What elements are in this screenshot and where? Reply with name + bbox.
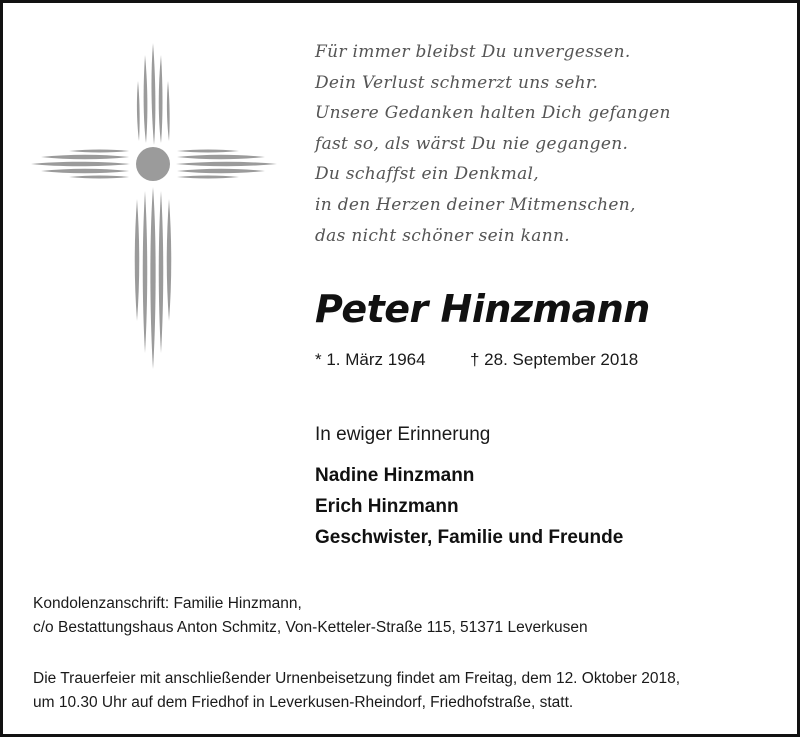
ceremony-line: um 10.30 Uhr auf dem Friedhof in Leverkusen-Rheindorf, Friedhofstraße, statt. [33,694,574,711]
poem-line: Du schaffst ein Denkmal, [315,164,539,185]
memorial-poem [315,37,785,251]
poem-line: Für immer bleibst Du unvergessen. [315,42,631,62]
ceremony-line: Die Trauerfeier mit anschließender Urnenbeisetzung findet am Freitag, dem 12. Oktober 2018, [33,670,681,687]
condolence-address [33,592,588,640]
address-line: Kondolenzanschrift: Familie Hinzmann, [33,595,302,612]
birth-date: * 1. März 1964 [315,350,426,369]
mourner-name: Geschwister, Familie und Freunde [315,527,624,548]
deceased-name: Peter Hinzmann [315,287,650,331]
cross-icon [29,41,279,371]
life-dates [315,350,639,370]
poem-line: das nicht schöner sein kann. [315,225,570,246]
address-line: c/o Bestattungshaus Anton Schmitz, Von-Ketteler-Straße 115, 51371 Leverkusen [33,619,588,636]
poem-line: fast so, als wärst Du nie gegangen. [315,133,629,154]
death-date: † 28. September 2018 [470,350,639,369]
mourners-list [315,460,623,553]
memory-line: In ewiger Erinnerung [315,424,491,445]
poem-line: in den Herzen deiner Mitmenschen, [315,194,636,215]
poem-line: Dein Verlust schmerzt uns sehr. [315,72,599,93]
poem-line: Unsere Gedanken halten Dich gefangen [315,103,671,124]
mourner-name: Erich Hinzmann [315,496,459,517]
mourner-name: Nadine Hinzmann [315,465,475,486]
ceremony-notice [33,667,680,715]
